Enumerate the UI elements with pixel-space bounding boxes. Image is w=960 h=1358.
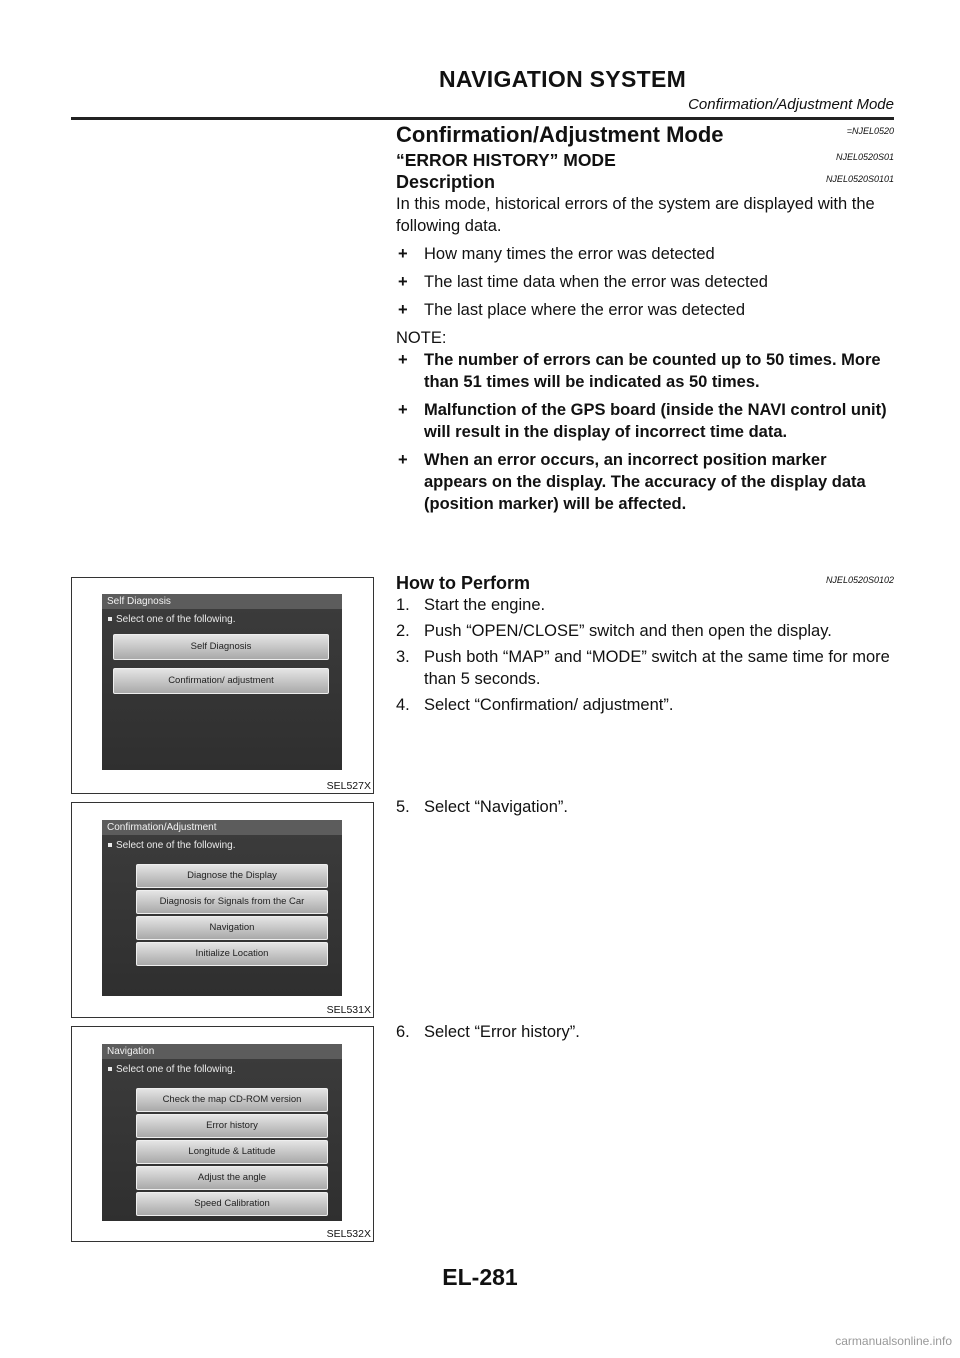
bullet-mark: + <box>398 273 408 291</box>
subsection-heading <box>396 149 894 171</box>
list-item: + The last place where the error was detected <box>398 301 746 319</box>
screen-prompt: Select one of the following. <box>102 1063 342 1077</box>
menu-option-diagnose-display: Diagnose the Display <box>136 864 328 888</box>
menu-option-check-cdrom: Check the map CD-ROM version <box>136 1088 328 1112</box>
display-screen <box>102 1044 342 1221</box>
header-divider <box>71 117 894 120</box>
description-column <box>396 121 894 515</box>
step-item: 1. Start the engine. <box>396 596 546 614</box>
subsection-title: “ERROR HISTORY” MODE <box>396 150 616 170</box>
note-label: NOTE: <box>396 329 447 347</box>
step-item: 3. Push both “MAP” and “MODE” switch at the same time for more than 5 seconds. <box>396 648 890 688</box>
how-to-title: How to Perform <box>396 573 531 593</box>
figure-sel527x <box>71 577 374 794</box>
screen-title: Confirmation/Adjustment <box>102 820 342 835</box>
page-header-title: NAVIGATION SYSTEM <box>439 66 687 92</box>
figure-label: SEL531X <box>326 1004 371 1016</box>
page-header-subtitle: Confirmation/Adjustment Mode <box>688 96 894 113</box>
bullet-mark: + <box>398 351 408 369</box>
step-item: 2. Push “OPEN/CLOSE” switch and then open the display. <box>396 622 832 640</box>
how-to-column <box>396 572 894 720</box>
display-screen <box>102 594 342 770</box>
description-code: NJEL0520S0101 <box>825 174 894 184</box>
menu-option-diagnosis-signals: Diagnosis for Signals from the Car <box>136 890 328 914</box>
bullet-mark: + <box>398 245 408 263</box>
note-item: + When an error occurs, an incorrect position marker appears on the display. The accuracy of the display data (position marker) will be affected. <box>398 451 866 513</box>
step-item: 6. Select “Error history”. <box>396 1023 580 1041</box>
menu-option-self-diagnosis: Self Diagnosis <box>113 634 329 660</box>
menu-option-longitude-latitude: Longitude & Latitude <box>136 1140 328 1164</box>
subsection-code: NJEL0520S01 <box>835 152 894 162</box>
menu-option-adjust-angle: Adjust the angle <box>136 1166 328 1190</box>
how-to-heading <box>396 572 894 594</box>
list-item: + The last time data when the error was detected <box>398 273 768 291</box>
screen-title: Navigation <box>102 1044 342 1059</box>
description-intro: In this mode, historical errors of the system are displayed with the following data. <box>396 195 875 235</box>
menu-option-speed-calibration: Speed Calibration <box>136 1192 328 1216</box>
section-code: =NJEL0520 <box>846 126 894 136</box>
note-item: + Malfunction of the GPS board (inside the NAVI control unit) will result in the display of incorrect time data. <box>398 401 887 441</box>
section-title: Confirmation/Adjustment Mode <box>396 122 724 147</box>
step-5 <box>396 796 894 822</box>
menu-option-error-history: Error history <box>136 1114 328 1138</box>
menu-option-navigation: Navigation <box>136 916 328 940</box>
how-to-code: NJEL0520S0102 <box>825 575 894 585</box>
figure-sel531x <box>71 802 374 1018</box>
watermark: carmanualsonline.info <box>835 1334 952 1348</box>
step-6 <box>396 1021 894 1047</box>
figure-label: SEL532X <box>326 1228 371 1240</box>
screen-prompt: Select one of the following. <box>102 613 342 627</box>
list-item: + How many times the error was detected <box>398 245 715 263</box>
menu-option-initialize-location: Initialize Location <box>136 942 328 966</box>
bullet-mark: + <box>398 301 408 319</box>
note-item: + The number of errors can be counted up to 50 times. More than 51 times will be indicated as 50 times. <box>398 351 881 391</box>
bullet-mark: + <box>398 401 408 419</box>
description-heading <box>396 171 894 193</box>
figure-sel532x <box>71 1026 374 1242</box>
description-title: Description <box>396 172 496 192</box>
page-number: EL-281 <box>442 1264 518 1290</box>
display-screen <box>102 820 342 996</box>
menu-option-confirmation-adjustment: Confirmation/ adjustment <box>113 668 329 694</box>
bullet-mark: + <box>398 451 408 469</box>
step-item: 4. Select “Confirmation/ adjustment”. <box>396 696 674 714</box>
screen-prompt: Select one of the following. <box>102 839 342 853</box>
step-item: 5. Select “Navigation”. <box>396 798 568 816</box>
section-heading <box>396 121 894 149</box>
screen-title: Self Diagnosis <box>102 594 342 609</box>
figure-label: SEL527X <box>326 780 371 792</box>
